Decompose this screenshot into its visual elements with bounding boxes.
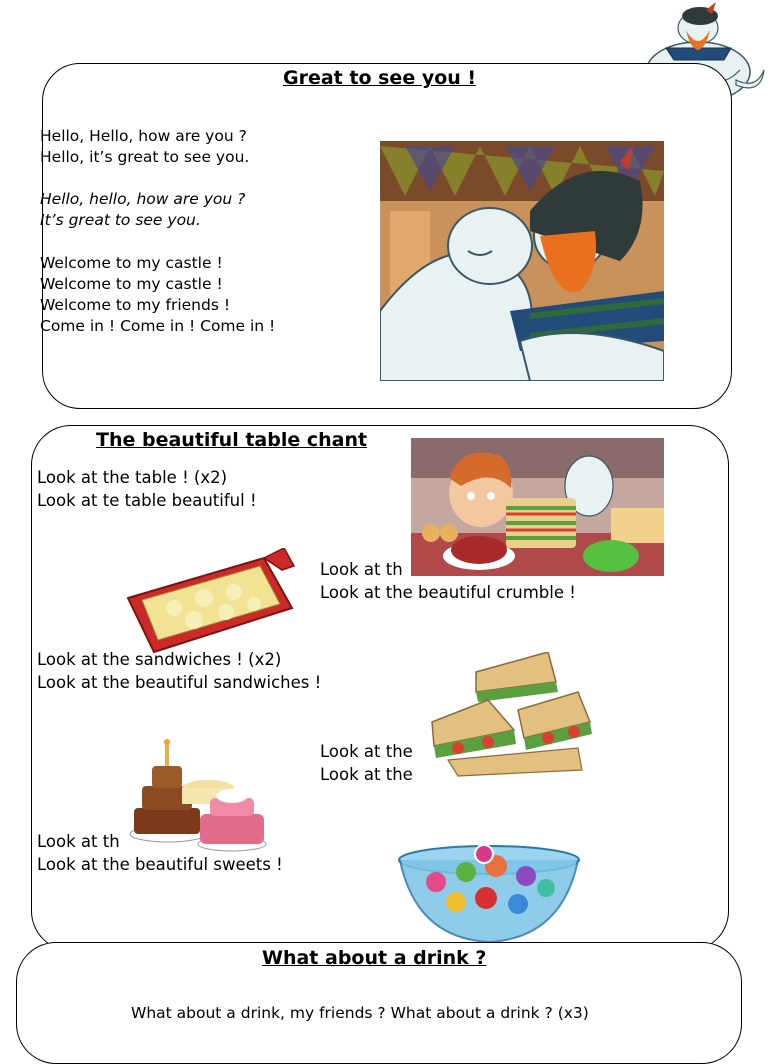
- section3-title: What about a drink ?: [262, 947, 487, 969]
- s1-line-1: Hello, Hello, how are you ?: [40, 127, 247, 145]
- sandwiches-image: [428, 652, 596, 778]
- s3-line-1: What about a drink, my friends ? What about a drink ? (x3): [131, 1004, 589, 1022]
- s1-line-6: Welcome to my castle !: [40, 275, 223, 293]
- table-scene-image: [411, 438, 664, 576]
- s2-v2-line-1: Look at th: [320, 560, 403, 579]
- s2-v5-line-1: Look at th: [37, 832, 120, 851]
- crumble-dish-image: [124, 548, 298, 660]
- seagulls-hug-image: [380, 141, 664, 381]
- section2-title: The beautiful table chant: [96, 429, 368, 451]
- s1-line-8: Come in ! Come in ! Come in !: [40, 317, 276, 335]
- sweets-bowl-image: [396, 842, 582, 944]
- section1-title: Great to see you !: [283, 67, 477, 89]
- s2-v4-line-2: Look at the: [320, 765, 413, 784]
- s1-line-4: It’s great to see you.: [40, 211, 201, 229]
- s2-v3-line-2: Look at the beautiful sandwiches !: [37, 673, 322, 692]
- s1-line-5: Welcome to my castle !: [40, 254, 223, 272]
- s1-line-2: Hello, it’s great to see you.: [40, 148, 250, 166]
- cakes-image: [128, 738, 270, 854]
- s2-v3-line-1: Look at the sandwiches ! (x2): [37, 650, 282, 669]
- s2-v1-line-1: Look at the table ! (x2): [37, 468, 228, 487]
- s2-v1-line-2: Look at te table beautiful !: [37, 491, 257, 510]
- s2-v5-line-2: Look at the beautiful sweets !: [37, 855, 283, 874]
- s2-v2-line-2: Look at the beautiful crumble !: [320, 583, 576, 602]
- s2-v4-line-1: Look at the: [320, 742, 413, 761]
- s1-line-3: Hello, hello, how are you ?: [40, 190, 246, 208]
- s1-line-7: Welcome to my friends !: [40, 296, 231, 314]
